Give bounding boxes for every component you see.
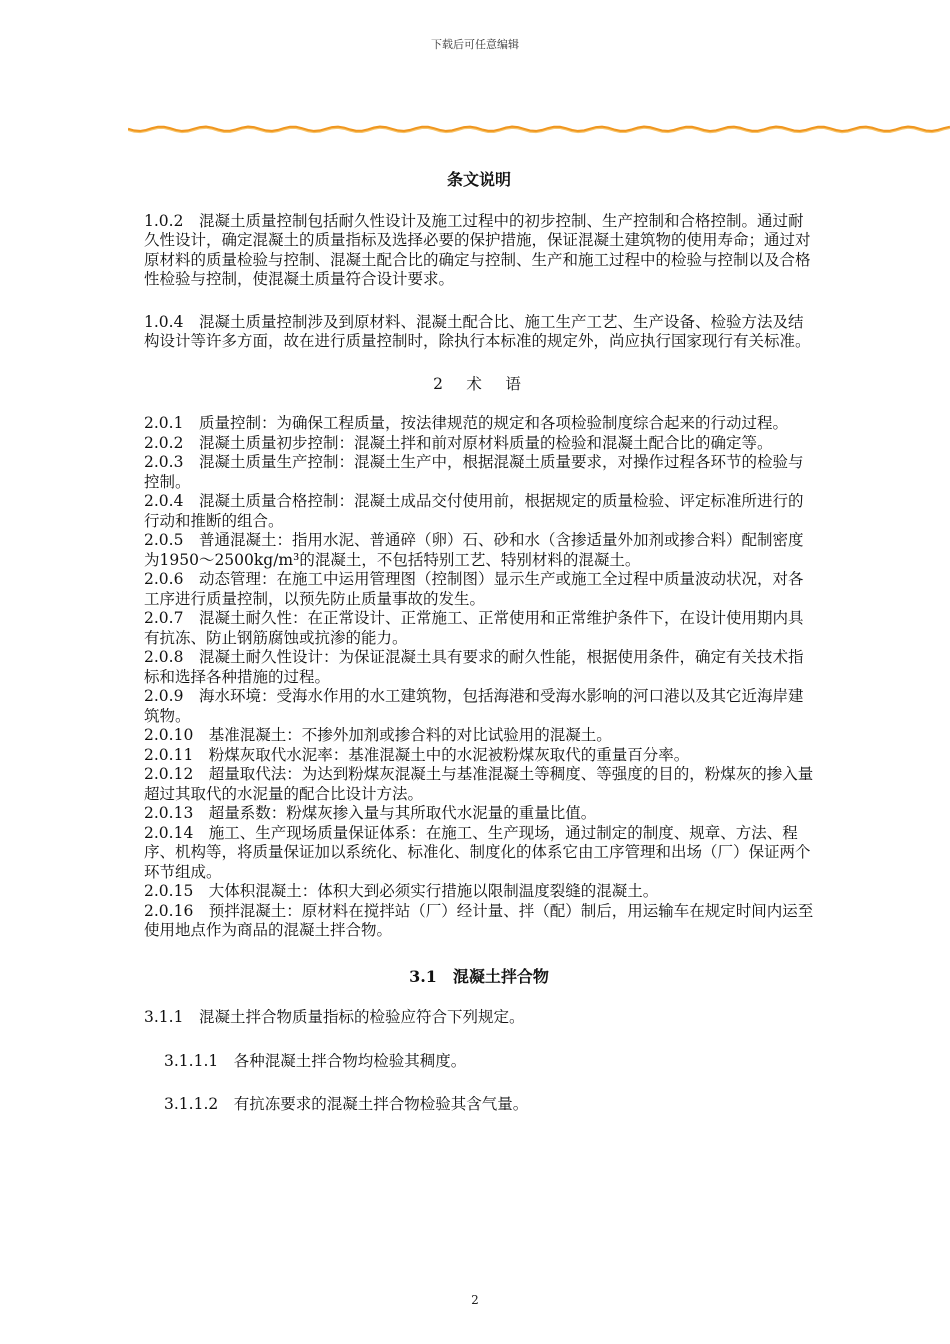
clause-3-1-1-2: 3.1.1.2 有抗冻要求的混凝土拌合物检验其含气量。	[164, 1095, 529, 1113]
header-note: 下载后可任意编辑	[431, 38, 519, 51]
term-item: 2.0.2 混凝土质量初步控制：混凝土拌和前对原材料质量的检验和混凝土配合比的确定等。	[144, 433, 773, 452]
page-number: 2	[471, 1293, 479, 1307]
clause-3-1-1: 3.1.1 混凝土拌合物质量指标的检验应符合下列规定。	[144, 1008, 525, 1026]
term-item: 2.0.5 普通混凝土：指用水泥、普通碎（卵）石、砂和水（含掺适量外加剂或掺合料）配制密度为1950～2500kg/m³的混凝土，不包括特别工艺、特别材料的混凝土。	[144, 531, 804, 569]
term-item: 2.0.1 质量控制：为确保工程质量，按法律规范的规定和各项检验制度综合起来的行动过程。	[144, 414, 788, 432]
decorative-wave-divider	[128, 122, 950, 136]
section-2-heading: 2 术 语	[433, 374, 525, 393]
term-item: 2.0.7 混凝土耐久性：在正常设计、正常施工、正常使用和正常维护条件下，在设计使用期内具有抗冻、防止钢筋腐蚀或抗渗的能力。	[144, 609, 804, 647]
term-item: 2.0.15 大体积混凝土：体积大到必须实行措施以限制温度裂缝的混凝土。	[144, 882, 659, 900]
term-item: 2.0.8 混凝土耐久性设计：为保证混凝土具有要求的耐久性能，根据使用条件，确定有关技术指标和选择各种措施的过程。	[144, 648, 804, 686]
term-item: 2.0.9 海水环境：受海水作用的水工建筑物，包括海港和受海水影响的河口港以及其它近海岸建筑物。	[144, 687, 804, 725]
term-item: 2.0.12 超量取代法：为达到粉煤灰混凝土与基准混凝土等稠度、等强度的目的，粉煤灰的掺入量超过其取代的水泥量的配合比设计方法。	[144, 765, 814, 803]
page-title: 条文说明	[446, 170, 511, 189]
term-item: 2.0.6 动态管理：在施工中运用管理图（控制图）显示生产或施工全过程中质量波动状况，对各工序进行质量控制，以预先防止质量事故的发生。	[144, 570, 804, 608]
section-3-1-heading: 3.1 混凝土拌合物	[409, 966, 549, 986]
term-item: 2.0.11 粉煤灰取代水泥率：基准混凝土中的水泥被粉煤灰取代的重量百分率。	[144, 745, 690, 764]
document-body	[144, 170, 814, 1139]
term-item: 2.0.10 基准混凝土：不掺外加剂或掺合料的对比试验用的混凝土。	[144, 726, 612, 744]
clause-1-0-2: 1.0.2 混凝土质量控制包括耐久性设计及施工过程中的初步控制、生产控制和合格控制。通过耐久性设计，确定混凝土的质量指标及选择必要的保护措施，保证混凝土建筑物的使用寿命；通过对原材料的质量检验与控制、混凝土配合比的确定与控制、生产和施工过程中的检验与控制以及合格性检验与控制，使混凝土质量符合设计要求。	[144, 211, 811, 288]
clause-1-0-4: 1.0.4 混凝土质量控制涉及到原材料、混凝土配合比、施工生产工艺、生产设备、检验方法及结构设计等许多方面，故在进行质量控制时，除执行本标准的规定外，尚应执行国家现行有关标准。	[144, 312, 811, 350]
clause-3-1-1-1: 3.1.1.1 各种混凝土拌合物均检验其稠度。	[164, 1051, 467, 1070]
term-item: 2.0.3 混凝土质量生产控制：混凝土生产中，根据混凝土质量要求，对操作过程各环节的检验与控制。	[144, 453, 804, 491]
terms-list	[144, 414, 814, 941]
term-item: 2.0.16 预拌混凝土：原材料在搅拌站（厂）经计量、拌（配）制后，用运输车在规定时间内运至使用地点作为商品的混凝土拌合物。	[144, 901, 814, 939]
term-item: 2.0.4 混凝土质量合格控制：混凝土成品交付使用前，根据规定的质量检验、评定标准所进行的行动和推断的组合。	[144, 492, 804, 530]
term-item: 2.0.14 施工、生产现场质量保证体系：在施工、生产现场，通过制定的制度、规章、方法、程序、机构等，将质量保证加以系统化、标准化、制度化的体系它由工序管理和出场（厂）保证两个环节组成。	[144, 823, 811, 881]
term-item: 2.0.13 超量系数：粉煤灰掺入量与其所取代水泥量的重量比值。	[144, 804, 597, 822]
